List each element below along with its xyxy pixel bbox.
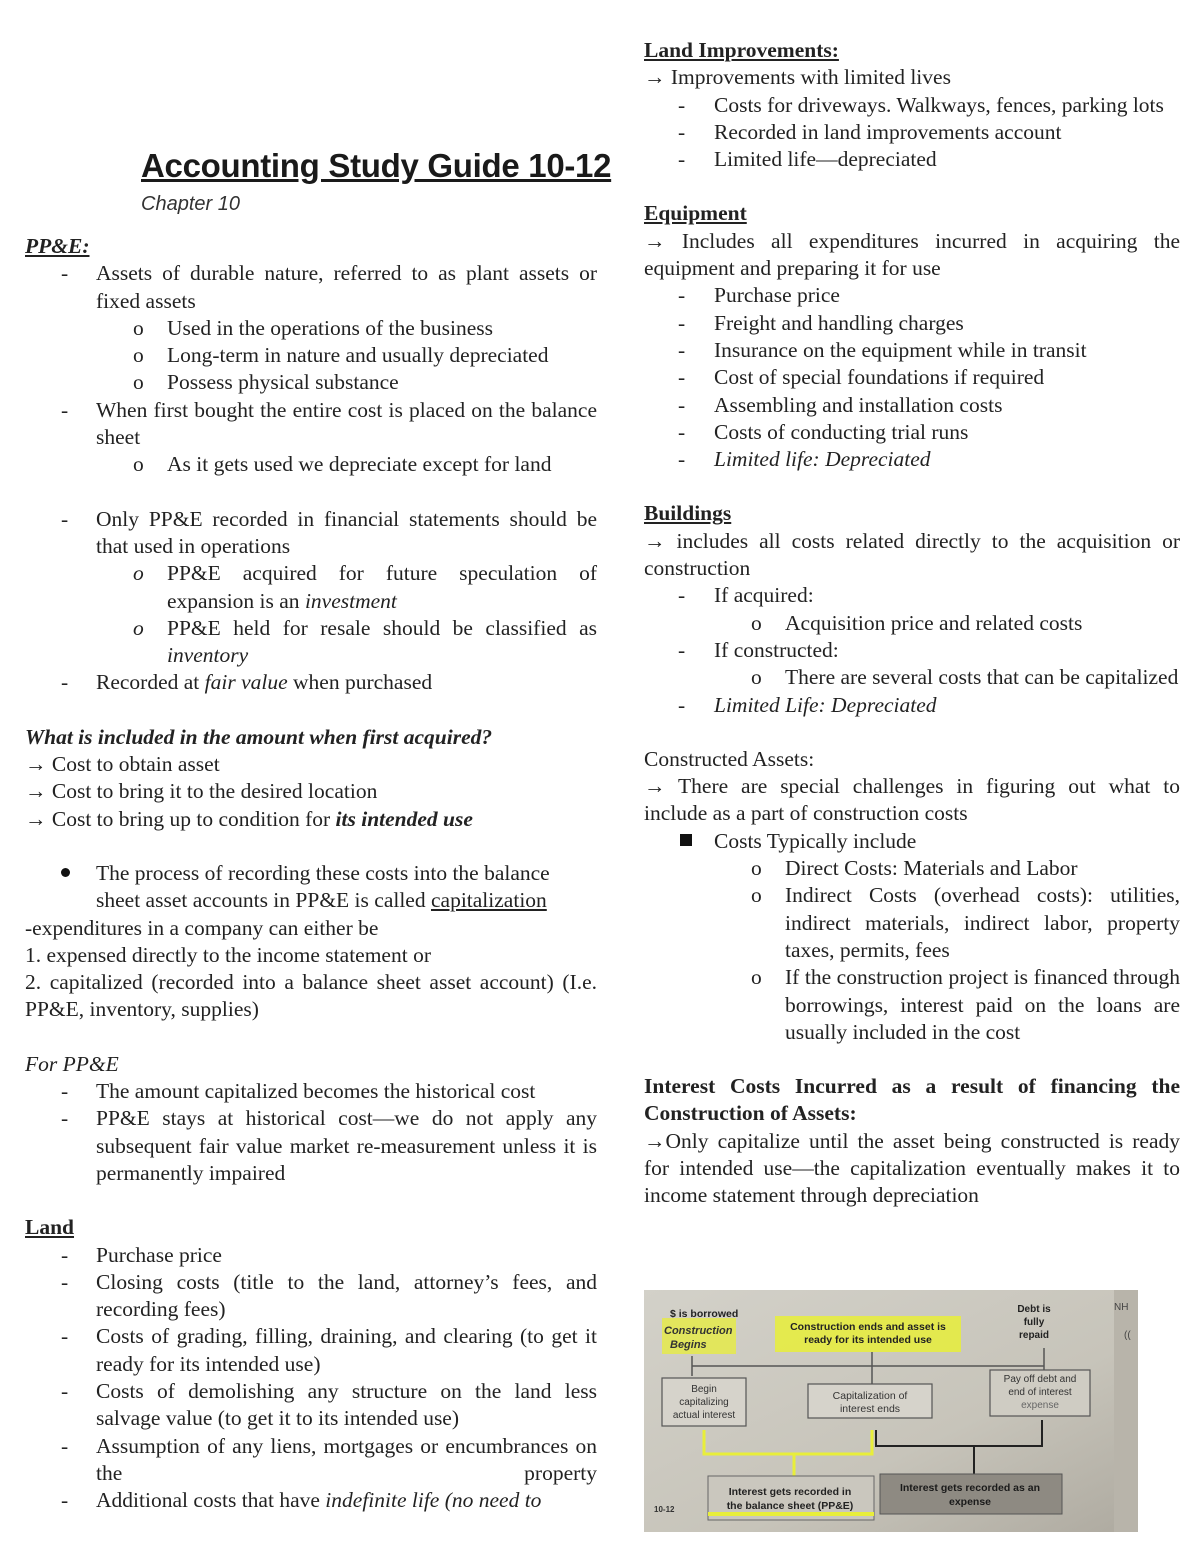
list-item: - PP&E stays at historical cost—we do not apply any subsequent fair value market re-measurement unless it is permanently impaired (61, 1106, 597, 1185)
list-item: Costs Typically include (644, 828, 1180, 855)
square-bullet-icon (680, 834, 692, 846)
ppe-heading: PP&E: (25, 234, 90, 258)
land-improvements-heading: Land Improvements: (644, 38, 839, 62)
arrow-line: → Cost to bring it to the desired location (25, 779, 378, 804)
diagram-text: Interest gets recorded as an (899, 1482, 1041, 1494)
diagram-text: Construction ends and asset is (790, 1321, 946, 1333)
list-item: o If the construction project is financed through borrowings, interest paid on the loans are usually included in the cost (751, 965, 1180, 1044)
arrow-icon: → (644, 774, 666, 799)
arrow-icon: → (644, 1128, 666, 1153)
diagram-text: the balance sheet (PP&E) (726, 1500, 854, 1512)
bullet-dot-icon (61, 868, 70, 877)
diagram-text: Capitalization of (832, 1390, 908, 1402)
diagram-text: interest ends (839, 1403, 901, 1415)
list-item: - Limited life—depreciated (678, 147, 937, 172)
page-title: Accounting Study Guide 10-12 (141, 147, 612, 184)
list-item: - Costs of demolishing any structure on the land less salvage value (to get it to its intended use) (61, 1378, 597, 1431)
list-item: - If acquired: (678, 583, 814, 608)
list-item: - When first bought the entire cost is placed on the balance sheet (61, 397, 597, 450)
diagram-text: Interest gets recorded in (728, 1486, 852, 1498)
equipment-heading: Equipment (644, 201, 747, 226)
diagram-text: expense (948, 1496, 992, 1508)
arrow-icon: → (25, 806, 47, 831)
diagram-text: NH (1114, 1302, 1129, 1313)
list-item: - Recorded in land improvements account (678, 119, 1062, 144)
list-item: - The amount capitalized becomes the historical cost (61, 1079, 536, 1104)
land-heading: Land (25, 1215, 75, 1240)
for-ppe-label: For PP&E (25, 1051, 119, 1076)
diagram-text: 10-12 (654, 1505, 675, 1514)
list-item: - Cost of special foundations if required (678, 365, 1045, 390)
arrow-icon: → (25, 752, 47, 777)
diagram-text: end of interest (1008, 1387, 1072, 1398)
chapter-label: Chapter 10 (141, 193, 240, 215)
expense-box (880, 1474, 1062, 1514)
text-line: -expenditures in a company can either be (25, 915, 379, 940)
diagram-text: repaid (1018, 1330, 1050, 1341)
diagram-text: ready for its intended use (804, 1334, 932, 1346)
text-line: 2. capitalized (recorded into a balance sheet asset account) (I.e. PP&E, inventory, supplies) (25, 970, 597, 1022)
diagram-text: Debt is (1017, 1304, 1051, 1315)
text-line: 1. expensed directly to the income statement or (25, 942, 431, 967)
list-item: - Limited life: Depreciated (678, 447, 931, 472)
list-item: o PP&E held for resale should be classified as inventory (133, 615, 597, 668)
list-item: - Costs of conducting trial runs (678, 419, 969, 444)
diagram-text: Pay off debt and (1003, 1374, 1077, 1385)
list-item: o PP&E acquired for future speculation of expansion is an investment (133, 561, 597, 613)
arrow-line: → Cost to obtain asset (25, 752, 220, 777)
list-item: - Recorded at fair value when purchased (61, 670, 433, 695)
arrow-line: → There are special challenges in figuring out what to include as a part of construction costs (644, 774, 1180, 826)
diagram-text: actual interest (672, 1410, 736, 1421)
diagram-text: Begins (670, 1339, 707, 1351)
arrow-line: → Improvements with limited lives (644, 65, 951, 90)
arrow-line: → Includes all expenditures incurred in acquiring the equipment and preparing it for use (644, 228, 1180, 281)
buildings-heading: Buildings (644, 501, 732, 526)
list-item: o As it gets used we depreciate except for land (133, 452, 552, 477)
arrow-icon: → (25, 779, 47, 804)
arrow-line: → includes all costs related directly to the acquisition or construction (644, 528, 1180, 581)
list-item: - Only PP&E recorded in financial statements should be that used in operations (61, 506, 597, 558)
list-item: - Additional costs that have indefinite life (no need to (61, 1488, 542, 1513)
interest-costs-heading: Interest Costs Incurred as a result of financing the Construction of Assets: (644, 1074, 1180, 1126)
list-item: o There are several costs that can be capitalized (751, 665, 1179, 690)
interest-timeline-photo (644, 1290, 1138, 1532)
list-item: o Possess physical substance (133, 370, 399, 395)
list-item: - Assets of durable nature, referred to as plant assets or fixed assets (61, 261, 597, 313)
list-item: - Closing costs (title to the land, attorney’s fees, and recording fees) (61, 1269, 597, 1322)
list-item: - Purchase price (61, 1242, 222, 1267)
list-item: - Insurance on the equipment while in transit (678, 337, 1087, 362)
list-item: o Direct Costs: Materials and Labor (751, 856, 1078, 881)
list-item: - Freight and handling charges (678, 310, 964, 335)
question-heading: What is included in the amount when first acquired? (25, 724, 493, 749)
list-item: - Assembling and installation costs (678, 392, 1003, 417)
arrow-line: →Only capitalize until the asset being constructed is ready for intended use—the capitalization eventually makes it to income statement through depreciation (644, 1128, 1180, 1208)
list-item: The process of recording these costs into the balance sheet asset accounts in PP&E is called capitalization (25, 860, 597, 915)
diagram-text: expense (1021, 1400, 1059, 1411)
list-item: - Costs of grading, filling, draining, and clearing (to get it ready for its intended use) (61, 1324, 597, 1376)
diagram-text: Begin (691, 1384, 717, 1395)
list-item: o Used in the operations of the business (133, 315, 494, 340)
list-item: - Limited Life: Depreciated (678, 692, 937, 717)
diagram-text: Construction (664, 1325, 733, 1337)
diagram-text: (( (1124, 1330, 1131, 1341)
diagram-text: $ is borrowed (670, 1308, 739, 1320)
arrow-line: → Cost to bring up to condition for its intended use (25, 806, 473, 831)
arrow-icon: → (644, 228, 666, 253)
constructed-assets-heading: Constructed Assets: (644, 746, 815, 771)
list-item: o Long-term in nature and usually depreciated (133, 343, 549, 368)
diagram-text: fully (1023, 1317, 1045, 1328)
arrow-icon: → (644, 528, 666, 553)
timeline-diagram (644, 1290, 1138, 1532)
diagram-text: capitalizing (679, 1397, 729, 1408)
list-item: - Assumption of any liens, mortgages or encumbrances on the property (61, 1433, 597, 1485)
list-item: - Purchase price (678, 283, 840, 308)
arrow-icon: → (644, 65, 666, 90)
list-item: o Indirect Costs (overhead costs): utilities, indirect materials, indirect labor, property taxes, permits, fees (751, 883, 1180, 962)
list-item: o Acquisition price and related costs (751, 610, 1083, 635)
list-item: - If constructed: (678, 637, 839, 662)
list-item: - Costs for driveways. Walkways, fences, parking lots (678, 92, 1164, 117)
